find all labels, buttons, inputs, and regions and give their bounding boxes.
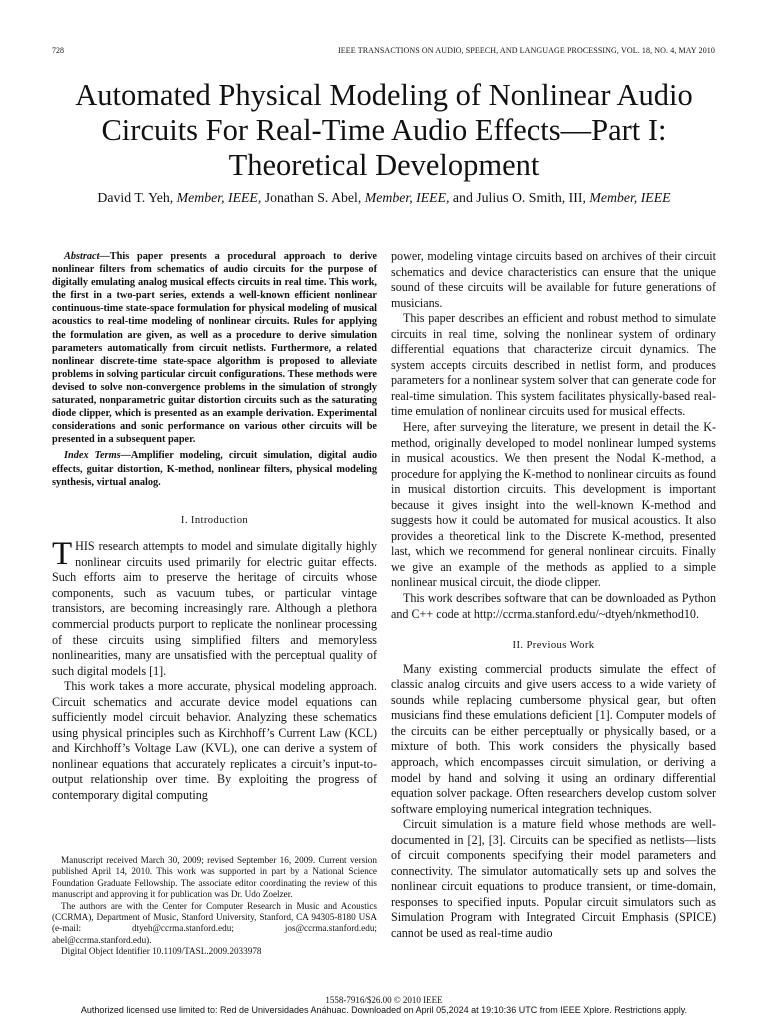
license-notice: Authorized licensed use limited to: Red de Universidades Anáhuac. Downloaded on April 05,2024 at 19:10:36 UTC from IEEE Xplore. Restrictions apply. [80, 1005, 688, 1015]
paper-title: Automated Physical Modeling of Nonlinear Audio Circuits For Real-Time Audio Effects—Part I: Theoretical Development [75, 78, 693, 182]
index-terms [52, 449, 377, 488]
body-paragraph: power, modeling vintage circuits based on archives of their circuit schematics and device characteristics can ensure that the unique sound of these circuits will be available for future generations of musicians. [391, 249, 716, 310]
author-name: Jonathan S. Abel, [264, 190, 362, 205]
intro-paragraph-text: HIS research attempts to model and simulate digitally highly nonlinear circuits used primarily for electric guitar effects. Such efforts aim to preserve the heritage of circuits whose components, such as vacuum tubes, or particular vintage transistors, are becoming increasingly rare. Although a plethora commercial products purport to replicate the nonlinear processing of these circuits using simplified filters and memoryless nonlinearities, many are unsatisfied with the perceptual quality of such digital models [1]. [52, 539, 377, 678]
intro-paragraph [52, 536, 377, 679]
body-paragraph: This work describes software that can be downloaded as Python and C++ code at http://ccrma.stanford.edu/~dtyeh/nkmethod10. [391, 591, 716, 621]
author-name: and Julius O. Smith, III, [452, 190, 586, 205]
abstract-text: This paper presents a procedural approach to derive nonlinear filters from schematics of audio circuits for the purpose of digitally emulating analog musical effects circuits in real time. This work, the first in a two-part series, extends a well-known efficient nonlinear continuous-time state-space formulation for physical modeling of musical acoustics to real-time modeling of nonlinear circuits. Rules for applying the formulation are given, as well as a procedure to derive simulation parameters automatically from circuit netlists. Furthermore, a related nonlinear discrete-time state-space algorithm is proposed to alleviate problems in solving particular circuit configurations. These methods were devised to solve non-convergence problems in the simulation of strongly saturated, nonparametric guitar distortion circuits such as the saturating diode clipper, which is presented as an example derivation. Experimental considerations and sonic performance on various other circuits will be presented in a subsequent paper. [52, 251, 377, 446]
author-role: Member, IEEE, [364, 190, 450, 205]
body-paragraph: This paper describes an efficient and robust method to simulate circuits in real time, solving the nonlinear system of ordinary differential equations that characterize circuit dynamics. The system accepts circuits described in netlist form, and produces parameters for a nonlinear system solver that can generate code for real-time simulation. This system facilitates physically-based real-time emulation of nonlinear circuits used for musical effects. [391, 311, 716, 419]
abstract [52, 250, 377, 446]
abstract-label: Abstract— [64, 251, 110, 262]
right-column [391, 249, 716, 942]
index-terms-label: Index Terms— [64, 450, 131, 462]
body-paragraph: Here, after surveying the literature, we present in detail the K-method, originally developed to model nonlinear lumped systems in musical acoustics. We then present the Nodal K-method, a procedure for applying the K-method to nonlinear circuits as found in musical distortion circuits. This development is important because it gives insight into the well-known K-method and suggests how it could be automated for musical acoustics. It also provides a theoretical link to the Discrete K-method, presented last, which we recommend for general nonlinear circuits. Finally we give an example of the methods as applied to a simple nonlinear musical circuit, the diode clipper. [391, 420, 716, 590]
footnote-received: Manuscript received March 30, 2009; revised September 16, 2009. Current version published April 14, 2010. This work was supported in part by a National Science Foundation Graduate Fellowship. The associate editor coordinating the review of this manuscript and approving it for publication was Dr. Udo Zoelzer. [52, 855, 377, 900]
footnote-doi: Digital Object Identifier 10.1109/TASL.2009.2033978 [61, 946, 262, 957]
body-paragraph: Circuit simulation is a mature field whose methods are well-documented in [2], [3]. Circuits can be specified as netlists—lists of circuit components specifying their model parameters and connectivity. The simulator automatically sets up and solves the nonlinear circuit equations to produce transient, or time-domain, responses to specified inputs. Popular circuit simulators such as Simulation Program with Integrated Circuit Emphasis (SPICE) cannot be used as real-time audio [391, 817, 716, 940]
index-terms-text: Amplifier modeling, circuit simulation, digital audio effects, guitar distortion, K-method, nonlinear filters, physical modeling synthesis, virtual analog. [52, 450, 377, 488]
body-paragraph: Many existing commercial products simulate the effect of classic analog circuits and give users access to a wide variety of sounds while replacing cumbersome physical gear, but often musicians find these emulations deficient [1]. Computer models of the circuits can be either perceptually or physically based, or a mixture of both. This work considers the physically based approach, which encompasses circuit simulation, or deriving a model by hand and solving it using an ordinary differential equation solver package. Often researchers develop custom solver software employing numerical integration techniques. [391, 661, 716, 816]
author-role: Member, IEEE [589, 190, 671, 205]
page-number: 728 [52, 46, 64, 55]
footnotes [52, 855, 377, 958]
issn-copyright: 1558-7916/$26.00 © 2010 IEEE [325, 995, 443, 1005]
intro-paragraph: This work takes a more accurate, physical modeling approach. Circuit schematics and accurate device model equations can sufficiently model circuit behavior. Analyzing these schematics using physical principles such as Kirchhoff’s Current Law (KCL) and Kirchhoff’s Voltage Law (KVL), one can derive a system of nonlinear equations that accurately replicates a circuit’s input-to-output relationship over time. By exploiting the progress of contemporary digital computing [52, 679, 377, 802]
footnote-affiliation: The authors are with the Center for Computer Research in Music and Acoustics (CCRMA), Department of Music, Stanford University, Stanford, CA 94305-8180 USA (e-mail: dtyeh@ccrma.stanford.edu; jos@ccrma.stanford.edu; abel@ccrma.stanford.edu). [52, 900, 377, 945]
left-column [52, 250, 377, 804]
author-role: Member, IEEE, [176, 190, 262, 205]
section-heading-introduction: I. Introduction [180, 514, 249, 526]
drop-cap: T [52, 536, 73, 573]
journal-header: IEEE TRANSACTIONS ON AUDIO, SPEECH, AND LANGUAGE PROCESSING, VOL. 18, NO. 4, MAY 2010 [338, 46, 715, 55]
author-name: David T. Yeh, [97, 190, 174, 205]
section-heading-previous-work: II. Previous Work [512, 640, 595, 652]
author-line [30, 190, 738, 206]
